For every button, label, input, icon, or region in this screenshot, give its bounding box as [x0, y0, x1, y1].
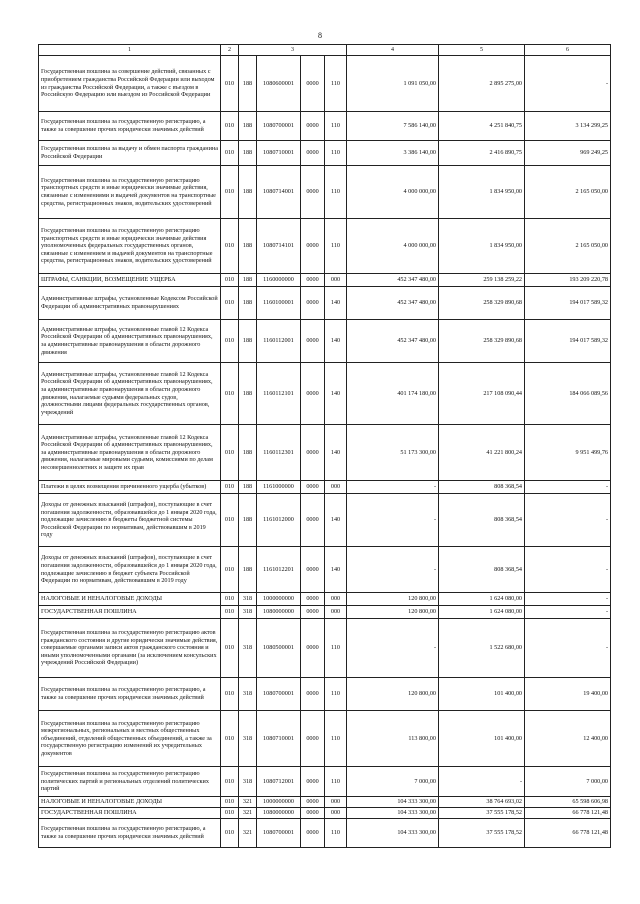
row-unexecuted-amount: 66 778 121,48 — [525, 807, 611, 818]
row-approved-amount: - — [347, 494, 439, 547]
row-executed-amount: - — [439, 767, 525, 797]
row-executed-amount: 808 368,54 — [439, 494, 525, 547]
row-code-e: 000 — [325, 797, 347, 808]
row-classification-code: 1080714101 — [257, 219, 301, 274]
row-code-b: 188 — [239, 166, 257, 219]
table-row — [39, 363, 611, 425]
header-col-1: 1 — [39, 45, 221, 56]
row-executed-amount: 101 400,00 — [439, 711, 525, 767]
row-approved-amount: 120 800,00 — [347, 606, 439, 619]
row-approved-amount: - — [347, 547, 439, 593]
row-classification-code: 1080710001 — [257, 711, 301, 767]
row-code-b: 321 — [239, 818, 257, 847]
table-row — [39, 767, 611, 797]
row-code-d: 0000 — [301, 56, 325, 112]
row-code-e: 000 — [325, 481, 347, 494]
row-code-e: 110 — [325, 818, 347, 847]
row-name: НАЛОГОВЫЕ И НЕНАЛОГОВЫЕ ДОХОДЫ — [39, 593, 221, 606]
row-code-b: 188 — [239, 494, 257, 547]
row-name: ГОСУДАРСТВЕННАЯ ПОШЛИНА — [39, 807, 221, 818]
row-approved-amount: 104 333 300,00 — [347, 807, 439, 818]
row-code-e: 110 — [325, 219, 347, 274]
table-row — [39, 678, 611, 711]
row-executed-amount: 37 555 178,52 — [439, 807, 525, 818]
row-name: НАЛОГОВЫЕ И НЕНАЛОГОВЫЕ ДОХОДЫ — [39, 797, 221, 808]
row-name: ГОСУДАРСТВЕННАЯ ПОШЛИНА — [39, 606, 221, 619]
row-code-a: 010 — [221, 711, 239, 767]
table-row — [39, 619, 611, 678]
row-code-a: 010 — [221, 219, 239, 274]
row-executed-amount: 37 555 178,52 — [439, 818, 525, 847]
table-row — [39, 56, 611, 112]
row-unexecuted-amount: - — [525, 547, 611, 593]
row-approved-amount: 104 333 300,00 — [347, 797, 439, 808]
row-code-e: 000 — [325, 807, 347, 818]
row-unexecuted-amount: 194 017 589,32 — [525, 287, 611, 320]
row-code-d: 0000 — [301, 219, 325, 274]
row-unexecuted-amount: 194 017 589,32 — [525, 320, 611, 363]
row-code-a: 010 — [221, 274, 239, 287]
row-executed-amount: 1 834 950,00 — [439, 219, 525, 274]
row-code-a: 010 — [221, 481, 239, 494]
row-classification-code: 1080712001 — [257, 767, 301, 797]
row-code-e: 110 — [325, 678, 347, 711]
row-code-b: 188 — [239, 287, 257, 320]
row-code-b: 318 — [239, 593, 257, 606]
row-code-e: 140 — [325, 494, 347, 547]
row-executed-amount: 1 624 080,00 — [439, 593, 525, 606]
row-code-d: 0000 — [301, 678, 325, 711]
row-name: Административные штрафы, установленные Кодексом Российской Федерации об административных правонарушениях — [39, 287, 221, 320]
row-code-a: 010 — [221, 767, 239, 797]
row-classification-code: 1080700001 — [257, 678, 301, 711]
row-code-a: 010 — [221, 547, 239, 593]
row-approved-amount: 51 173 300,00 — [347, 425, 439, 481]
row-approved-amount: 7 586 140,00 — [347, 112, 439, 141]
row-executed-amount: 258 329 890,68 — [439, 320, 525, 363]
row-code-d: 0000 — [301, 818, 325, 847]
row-code-d: 0000 — [301, 320, 325, 363]
row-classification-code: 1080700001 — [257, 818, 301, 847]
table-row — [39, 797, 611, 808]
table-row — [39, 141, 611, 166]
row-name: ШТРАФЫ, САНКЦИИ, ВОЗМЕЩЕНИЕ УЩЕРБА — [39, 274, 221, 287]
row-code-e: 140 — [325, 547, 347, 593]
row-code-b: 321 — [239, 807, 257, 818]
table-row — [39, 807, 611, 818]
row-classification-code: 1080000000 — [257, 606, 301, 619]
row-approved-amount: 104 333 300,00 — [347, 818, 439, 847]
row-classification-code: 1160000000 — [257, 274, 301, 287]
row-code-e: 000 — [325, 606, 347, 619]
row-unexecuted-amount: - — [525, 593, 611, 606]
row-code-a: 010 — [221, 606, 239, 619]
header-col-6: 6 — [525, 45, 611, 56]
row-executed-amount: 808 368,54 — [439, 481, 525, 494]
row-executed-amount: 101 400,00 — [439, 678, 525, 711]
table-row — [39, 593, 611, 606]
row-classification-code: 1161000000 — [257, 481, 301, 494]
row-approved-amount: 3 386 140,00 — [347, 141, 439, 166]
row-code-a: 010 — [221, 593, 239, 606]
row-code-e: 110 — [325, 141, 347, 166]
row-code-a: 010 — [221, 818, 239, 847]
row-classification-code: 1161012201 — [257, 547, 301, 593]
row-unexecuted-amount: 7 000,00 — [525, 767, 611, 797]
row-unexecuted-amount: 2 165 050,00 — [525, 166, 611, 219]
row-code-b: 188 — [239, 141, 257, 166]
row-code-d: 0000 — [301, 767, 325, 797]
row-code-b: 188 — [239, 363, 257, 425]
row-code-b: 188 — [239, 320, 257, 363]
row-code-e: 110 — [325, 166, 347, 219]
row-name: Доходы от денежных взысканий (штрафов), поступающие в счет погашения задолженности, образовавшейся до 1 января 2020 года, подлежащие зачислению в бюджет субъекта Российской Федерации по нормативам, действовавшим в 2019 году — [39, 547, 221, 593]
row-classification-code: 1080700001 — [257, 112, 301, 141]
row-approved-amount: - — [347, 481, 439, 494]
row-executed-amount: 259 138 259,22 — [439, 274, 525, 287]
row-unexecuted-amount: 66 778 121,48 — [525, 818, 611, 847]
row-name: Государственная пошлина за государственную регистрацию транспортных средств и иные юридически значимые действия, связанные с изменениями и выдачей документов на транспортные средства, регистрационных знаков, водительских удостоверений — [39, 166, 221, 219]
table-row — [39, 166, 611, 219]
row-approved-amount: 452 347 480,00 — [347, 287, 439, 320]
table-row — [39, 818, 611, 847]
column-number-header — [39, 45, 611, 56]
row-code-b: 318 — [239, 606, 257, 619]
row-approved-amount: 120 800,00 — [347, 678, 439, 711]
row-code-a: 010 — [221, 425, 239, 481]
row-classification-code: 1000000000 — [257, 593, 301, 606]
row-code-d: 0000 — [301, 619, 325, 678]
row-code-b: 318 — [239, 678, 257, 711]
row-unexecuted-amount: 9 951 499,76 — [525, 425, 611, 481]
row-code-e: 140 — [325, 287, 347, 320]
row-executed-amount: 258 329 890,68 — [439, 287, 525, 320]
row-code-e: 140 — [325, 320, 347, 363]
table-row — [39, 287, 611, 320]
row-unexecuted-amount: 12 400,00 — [525, 711, 611, 767]
table-row — [39, 320, 611, 363]
row-name: Доходы от денежных взысканий (штрафов), поступающие в счет погашения задолженности, образовавшейся до 1 января 2020 года, подлежащие зачислению в бюджеты бюджетной системы Российской Федерации по нормативам, действовавшим в 2019 году — [39, 494, 221, 547]
row-code-a: 010 — [221, 56, 239, 112]
row-executed-amount: 1 624 080,00 — [439, 606, 525, 619]
row-unexecuted-amount: - — [525, 619, 611, 678]
row-approved-amount: 452 347 480,00 — [347, 320, 439, 363]
row-classification-code: 1161012000 — [257, 494, 301, 547]
row-code-a: 010 — [221, 363, 239, 425]
row-unexecuted-amount: 19 400,00 — [525, 678, 611, 711]
row-code-d: 0000 — [301, 274, 325, 287]
row-name: Административные штрафы, установленные главой 12 Кодекса Российской Федерации об административных правонарушениях, за административные правонарушения в области дорожного движения, налагаемые мировыми судьями, комиссиями по делам несовершеннолетних и защите их прав — [39, 425, 221, 481]
row-name: Государственная пошлина за государственную регистрацию политических партий и региональных отделений политических партий — [39, 767, 221, 797]
row-executed-amount: 4 251 840,75 — [439, 112, 525, 141]
row-code-e: 110 — [325, 56, 347, 112]
row-classification-code: 1080500001 — [257, 619, 301, 678]
row-name: Государственная пошлина за государственную регистрацию межрегиональных, региональных и местных общественных объединений, отделений общественных объединений, а также за государственную регистрацию изменений их учредительных документов — [39, 711, 221, 767]
row-code-b: 188 — [239, 425, 257, 481]
row-code-d: 0000 — [301, 166, 325, 219]
row-code-d: 0000 — [301, 481, 325, 494]
row-code-b: 318 — [239, 711, 257, 767]
row-unexecuted-amount: - — [525, 56, 611, 112]
row-name: Государственная пошлина за государственную регистрацию актов гражданского состояния и другие юридически значимые действия, совершаемые органами записи актов гражданского состояния и иными уполномоченными органами (за исключением консульских учреждений Российской Федерации) — [39, 619, 221, 678]
row-executed-amount: 1 834 950,00 — [439, 166, 525, 219]
row-executed-amount: 808 368,54 — [439, 547, 525, 593]
row-code-e: 110 — [325, 767, 347, 797]
row-classification-code: 1160112301 — [257, 425, 301, 481]
header-col-3: 3 — [239, 45, 347, 56]
row-code-d: 0000 — [301, 547, 325, 593]
row-code-d: 0000 — [301, 711, 325, 767]
table-row — [39, 481, 611, 494]
row-code-b: 318 — [239, 619, 257, 678]
row-code-b: 321 — [239, 797, 257, 808]
row-executed-amount: 38 764 693,02 — [439, 797, 525, 808]
row-code-a: 010 — [221, 141, 239, 166]
row-code-a: 010 — [221, 287, 239, 320]
row-classification-code: 1000000000 — [257, 797, 301, 808]
row-unexecuted-amount: 184 066 089,56 — [525, 363, 611, 425]
row-approved-amount: 1 091 050,00 — [347, 56, 439, 112]
row-approved-amount: - — [347, 619, 439, 678]
row-code-b: 188 — [239, 219, 257, 274]
budget-report-table — [38, 44, 611, 848]
row-approved-amount: 4 000 000,00 — [347, 166, 439, 219]
row-code-e: 110 — [325, 711, 347, 767]
row-code-b: 188 — [239, 274, 257, 287]
row-code-b: 188 — [239, 481, 257, 494]
row-code-a: 010 — [221, 166, 239, 219]
row-code-a: 010 — [221, 807, 239, 818]
row-executed-amount: 1 522 680,00 — [439, 619, 525, 678]
row-classification-code: 1080000000 — [257, 807, 301, 818]
table-row — [39, 274, 611, 287]
row-name: Административные штрафы, установленные главой 12 Кодекса Российской Федерации об административных правонарушениях, за административные правонарушения в области дорожного движения — [39, 320, 221, 363]
row-unexecuted-amount: - — [525, 494, 611, 547]
row-code-d: 0000 — [301, 494, 325, 547]
row-name: Государственная пошлина за совершение действий, связанных с приобретением гражданства Российской Федерации или выходом из гражданства Российской Федерации, а также с въездом в Российскую Федерацию или выездом из Российской Федерации — [39, 56, 221, 112]
row-unexecuted-amount: - — [525, 606, 611, 619]
row-unexecuted-amount: 2 165 050,00 — [525, 219, 611, 274]
row-code-e: 110 — [325, 112, 347, 141]
row-code-a: 010 — [221, 112, 239, 141]
header-col-2: 2 — [221, 45, 239, 56]
table-row — [39, 547, 611, 593]
row-code-d: 0000 — [301, 807, 325, 818]
row-unexecuted-amount: 969 249,25 — [525, 141, 611, 166]
row-executed-amount: 41 221 800,24 — [439, 425, 525, 481]
row-code-e: 000 — [325, 593, 347, 606]
row-executed-amount: 2 416 890,75 — [439, 141, 525, 166]
row-unexecuted-amount: - — [525, 481, 611, 494]
row-code-e: 140 — [325, 363, 347, 425]
row-name: Государственная пошлина за государственную регистрацию транспортных средств и иные юридически значимые действия уполномоченных федеральных государственных органов, связанные с изменением и выдачей документов на транспортные средства, регистрационных знаков, водительских удостоверений — [39, 219, 221, 274]
row-code-b: 318 — [239, 767, 257, 797]
table-row — [39, 112, 611, 141]
row-code-b: 188 — [239, 56, 257, 112]
table-row — [39, 219, 611, 274]
row-approved-amount: 4 000 000,00 — [347, 219, 439, 274]
row-code-d: 0000 — [301, 141, 325, 166]
row-code-a: 010 — [221, 797, 239, 808]
row-name: Административные штрафы, установленные главой 12 Кодекса Российской Федерации об административных правонарушениях, за административные правонарушения в области дорожного движения, налагаемые судьями федеральных судов, должностными лицами федеральных государственных органов, учреждений — [39, 363, 221, 425]
row-code-a: 010 — [221, 678, 239, 711]
row-code-d: 0000 — [301, 593, 325, 606]
row-executed-amount: 2 895 275,00 — [439, 56, 525, 112]
row-code-b: 188 — [239, 547, 257, 593]
row-code-e: 000 — [325, 274, 347, 287]
header-col-5: 5 — [439, 45, 525, 56]
row-code-a: 010 — [221, 619, 239, 678]
row-name: Государственная пошлина за государственную регистрацию, а также за совершение прочих юридически значимых действий — [39, 112, 221, 141]
row-unexecuted-amount: 193 209 220,78 — [525, 274, 611, 287]
row-name: Государственная пошлина за государственную регистрацию, а также за совершение прочих юридически значимых действий — [39, 818, 221, 847]
page-number: 8 — [318, 31, 322, 40]
row-code-a: 010 — [221, 494, 239, 547]
row-code-d: 0000 — [301, 425, 325, 481]
row-code-d: 0000 — [301, 112, 325, 141]
row-classification-code: 1160112101 — [257, 363, 301, 425]
row-name: Государственная пошлина за государственную регистрацию, а также за совершение прочих юридически значимых действий — [39, 678, 221, 711]
row-name: Государственная пошлина за выдачу и обмен паспорта гражданина Российской Федерации — [39, 141, 221, 166]
row-code-d: 0000 — [301, 606, 325, 619]
table-row — [39, 494, 611, 547]
row-classification-code: 1160112001 — [257, 320, 301, 363]
row-approved-amount: 113 800,00 — [347, 711, 439, 767]
row-executed-amount: 217 108 090,44 — [439, 363, 525, 425]
row-approved-amount: 120 800,00 — [347, 593, 439, 606]
row-code-e: 110 — [325, 619, 347, 678]
row-code-b: 188 — [239, 112, 257, 141]
row-code-e: 140 — [325, 425, 347, 481]
row-approved-amount: 401 174 180,00 — [347, 363, 439, 425]
row-code-d: 0000 — [301, 287, 325, 320]
header-col-4: 4 — [347, 45, 439, 56]
row-unexecuted-amount: 3 134 299,25 — [525, 112, 611, 141]
row-approved-amount: 452 347 480,00 — [347, 274, 439, 287]
row-approved-amount: 7 000,00 — [347, 767, 439, 797]
row-code-d: 0000 — [301, 363, 325, 425]
row-unexecuted-amount: 65 598 606,98 — [525, 797, 611, 808]
table-row — [39, 606, 611, 619]
row-classification-code: 1160100001 — [257, 287, 301, 320]
row-classification-code: 1080600001 — [257, 56, 301, 112]
table-row — [39, 425, 611, 481]
row-code-a: 010 — [221, 320, 239, 363]
row-code-d: 0000 — [301, 797, 325, 808]
row-name: Платежи в целях возмещения причиненного ущерба (убытков) — [39, 481, 221, 494]
row-classification-code: 1080710001 — [257, 141, 301, 166]
table-row — [39, 711, 611, 767]
row-classification-code: 1080714001 — [257, 166, 301, 219]
